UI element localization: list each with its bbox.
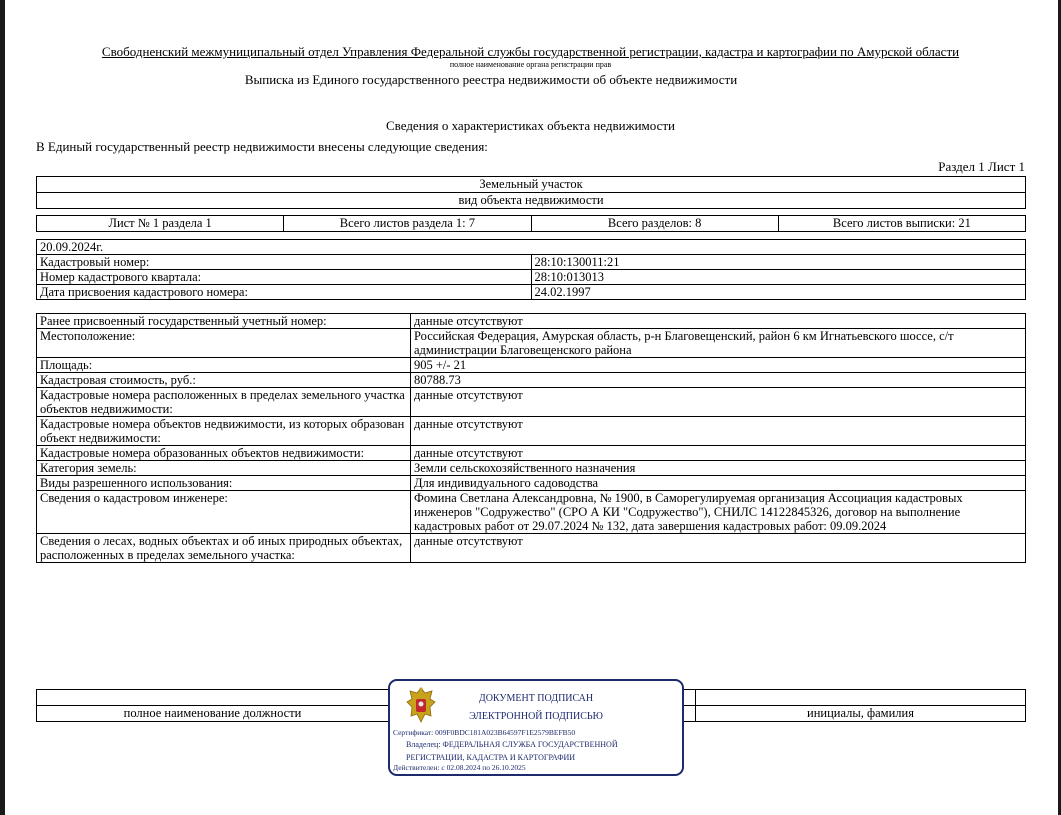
- table-row: [37, 314, 1026, 329]
- table-row: [37, 491, 1026, 534]
- assignment-date: 24.02.1997: [531, 285, 1026, 300]
- field-value: Российская Федерация, Амурская область, р-н Благовещенский, район 6 км Игнатьевского шоссе, с/т администрации Благовещенского района: [411, 329, 1026, 358]
- certificate-validity: Действителен: с 02.08.2024 по 26.10.2025: [393, 763, 526, 772]
- field-value: данные отсутствуют: [411, 417, 1026, 446]
- field-value: данные отсутствуют: [411, 388, 1026, 417]
- certificate-owner-line1: Владелец: ФЕДЕРАЛЬНАЯ СЛУЖБА ГОСУДАРСТВЕННОЙ: [406, 740, 618, 749]
- table-row: [37, 255, 1026, 270]
- field-label: Дата присвоения кадастрового номера:: [37, 285, 532, 300]
- field-value: данные отсутствуют: [411, 314, 1026, 329]
- field-value: Земли сельскохозяйственного назначения: [411, 461, 1026, 476]
- field-label: Сведения о лесах, водных объектах и об иных природных объектах, расположенных в пределах земельного участка:: [37, 534, 411, 563]
- table-row: [37, 534, 1026, 563]
- field-label: Ранее присвоенный государственный учетный номер:: [37, 314, 411, 329]
- stamp-line-electronic: ЭЛЕКТРОННОЙ ПОДПИСЬЮ: [469, 711, 603, 722]
- sheet-number: Лист № 1 раздела 1: [37, 216, 284, 232]
- table-row: [37, 476, 1026, 491]
- field-label: Кадастровые номера расположенных в пределах земельного участка объектов недвижимости:: [37, 388, 411, 417]
- table-row: [37, 417, 1026, 446]
- field-value: Фомина Светлана Александровна, № 1900, в Саморегулируемая организация Ассоциация кадастровых инженеров "Содружество" (СРО А КИ "Содружество"), СНИЛС 14122845326, договор на выполнение кадастровых работ от 29.07.2024 № 132, дата завершения кадастровых работ: 09.09.2024: [411, 491, 1026, 534]
- registration-office: Свободненский межмуниципальный отдел Управления Федеральной службы государственной регистрации, кадастра и картографии по Амурской области: [101, 44, 960, 59]
- field-label: Номер кадастрового квартала:: [37, 270, 532, 285]
- object-type-table: [36, 176, 1026, 209]
- table-row: [37, 446, 1026, 461]
- object-type: Земельный участок: [37, 177, 1026, 193]
- field-label: Местоположение:: [37, 329, 411, 358]
- intro-text: В Единый государственный реестр недвижимости внесены следующие сведения:: [36, 139, 488, 154]
- table-row: [37, 285, 1026, 300]
- registration-office-caption: полное наименование органа регистрации прав: [449, 60, 612, 69]
- table-row: [37, 388, 1026, 417]
- object-type-caption: вид объекта недвижимости: [37, 193, 1026, 209]
- section-title: Сведения о характеристиках объекта недвижимости: [385, 118, 676, 133]
- field-value: данные отсутствуют: [411, 446, 1026, 461]
- table-row: [37, 329, 1026, 358]
- field-value: 80788.73: [411, 373, 1026, 388]
- field-value: данные отсутствуют: [411, 534, 1026, 563]
- field-label: Площадь:: [37, 358, 411, 373]
- field-label: Категория земель:: [37, 461, 411, 476]
- field-label: Виды разрешенного использования:: [37, 476, 411, 491]
- field-label: Кадастровые номера объектов недвижимости, из которых образован объект недвижимости:: [37, 417, 411, 446]
- position-cell: [37, 690, 389, 706]
- table-row: [37, 373, 1026, 388]
- field-label: Кадастровые номера образованных объектов недвижимости:: [37, 446, 411, 461]
- extract-date: 20.09.2024г.: [37, 240, 1026, 255]
- sheet-counts-table: [36, 215, 1026, 232]
- field-value: 905 +/- 21: [411, 358, 1026, 373]
- stamp-line-signed: ДОКУМЕНТ ПОДПИСАН: [478, 693, 594, 704]
- field-label: Сведения о кадастровом инженере:: [37, 491, 411, 534]
- extract-title: Выписка из Единого государственного реестра недвижимости об объекте недвижимости: [244, 72, 738, 87]
- table-row: [37, 358, 1026, 373]
- name-caption: инициалы, фамилия: [696, 706, 1026, 722]
- details-table: [36, 313, 1026, 563]
- certificate-owner-line2: РЕГИСТРАЦИИ, КАДАСТРА И КАРТОГРАФИИ: [406, 753, 576, 762]
- cadastral-number: 28:10:130011:21: [531, 255, 1026, 270]
- extract-sheet-total: Всего листов выписки: 21: [778, 216, 1025, 232]
- field-value: Для индивидуального садоводства: [411, 476, 1026, 491]
- name-cell: [696, 690, 1026, 706]
- section-sheet-total: Всего листов раздела 1: 7: [284, 216, 531, 232]
- field-label: Кадастровый номер:: [37, 255, 532, 270]
- position-caption: полное наименование должности: [37, 706, 389, 722]
- electronic-signature-stamp: [388, 679, 684, 776]
- sections-total: Всего разделов: 8: [531, 216, 778, 232]
- cadastral-quarter: 28:10:013013: [531, 270, 1026, 285]
- section-reference: Раздел 1 Лист 1: [938, 159, 1025, 174]
- table-row: [37, 270, 1026, 285]
- identifiers-table: [36, 239, 1026, 300]
- table-row: [37, 461, 1026, 476]
- field-label: Кадастровая стоимость, руб.:: [37, 373, 411, 388]
- certificate-number: Сертификат: 009F0BDC181A023B64597F1E2579BEFB50: [393, 728, 576, 737]
